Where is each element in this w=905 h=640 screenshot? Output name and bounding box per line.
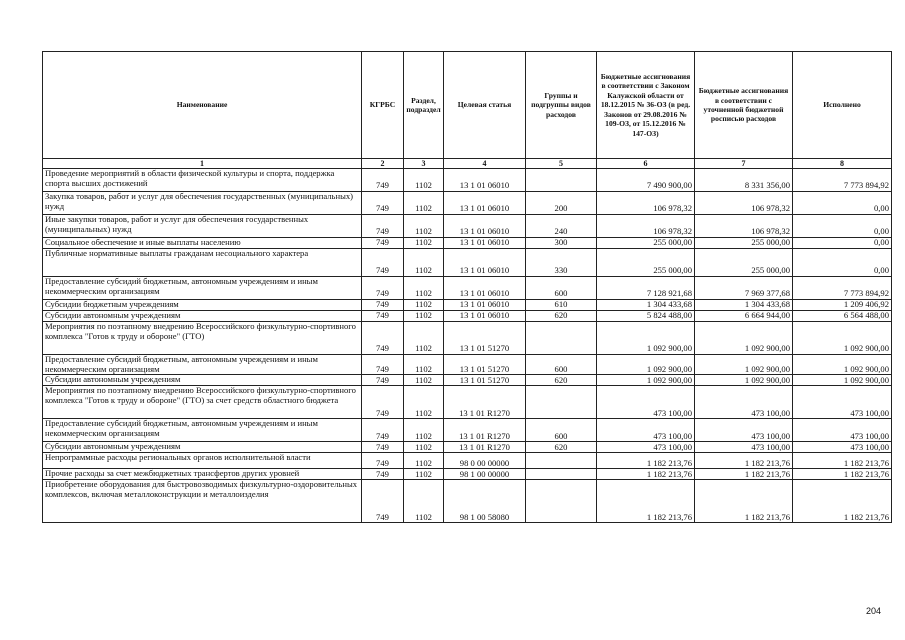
table-row: [43, 419, 892, 442]
row-target: 13 1 01 R1270: [444, 419, 526, 442]
row-section: 1102: [404, 277, 444, 300]
row-name: Предоставление субсидий бюджетным, автономным учреждениям и иным некоммерческим организациям: [43, 277, 362, 300]
row-target: 13 1 01 06010: [444, 277, 526, 300]
row-budget-law: 1 092 900,00: [597, 375, 695, 386]
row-name: Предоставление субсидий бюджетным, автономным учреждениям и иным некоммерческим организациям: [43, 419, 362, 442]
row-budget-schedule: 473 100,00: [695, 419, 793, 442]
row-group: 330: [526, 249, 597, 277]
row-section: 1102: [404, 386, 444, 419]
header-name: Наименование: [43, 52, 362, 159]
page-number: 204: [866, 606, 882, 616]
row-section: 1102: [404, 480, 444, 523]
table-row: [43, 249, 892, 277]
row-name: Мероприятия по поэтапному внедрению Всероссийского физкультурно-спортивного комплекса "Готов к труду и обороне" (ГТО) за счет средств областного бюджета: [43, 386, 362, 419]
row-name: Приобретение оборудования для быстровозводимых физкультурно-оздоровительных комплексов, включая металлоконструкции и металлоизделия: [43, 480, 362, 523]
table-row: [43, 238, 892, 249]
row-group: [526, 386, 597, 419]
row-budget-law: 106 978,32: [597, 192, 695, 215]
column-number: 8: [793, 159, 892, 169]
row-executed: 0,00: [793, 238, 892, 249]
table-body: [43, 169, 892, 523]
row-kgrbs: 749: [362, 192, 404, 215]
row-budget-schedule: 1 304 433,68: [695, 300, 793, 311]
row-section: 1102: [404, 453, 444, 469]
header-budget-schedule: Бюджетные ассигнования в соответствии с уточненной бюджетной росписью расходов: [695, 52, 793, 159]
header-budget-law: Бюджетные ассигнования в соответствии с Законом Калужской области от 18.12.2015 № 36-ОЗ (в ред. Законов от 29.08.2016 № 109-ОЗ, от 15.12.2016 № 147-ОЗ): [597, 52, 695, 159]
row-target: 13 1 01 51270: [444, 322, 526, 355]
row-budget-schedule: 1 092 900,00: [695, 322, 793, 355]
row-name: Субсидии автономным учреждениям: [43, 375, 362, 386]
row-section: 1102: [404, 419, 444, 442]
row-section: 1102: [404, 322, 444, 355]
header-section: Раздел, подраздел: [404, 52, 444, 159]
row-executed: 1 182 213,76: [793, 469, 892, 480]
row-group: [526, 453, 597, 469]
row-budget-law: 5 824 488,00: [597, 311, 695, 322]
row-name: Непрограммные расходы региональных органов исполнительной власти: [43, 453, 362, 469]
row-budget-law: 1 182 213,76: [597, 469, 695, 480]
row-group: 600: [526, 355, 597, 375]
table-row: [43, 375, 892, 386]
row-name: Социальное обеспечение и иные выплаты населению: [43, 238, 362, 249]
table-row: [43, 215, 892, 238]
row-name: Субсидии автономным учреждениям: [43, 311, 362, 322]
row-budget-schedule: 8 331 356,00: [695, 169, 793, 192]
row-target: 13 1 01 51270: [444, 355, 526, 375]
row-budget-law: 255 000,00: [597, 249, 695, 277]
header-kgrbs: КГРБС: [362, 52, 404, 159]
row-name: Субсидии бюджетным учреждениям: [43, 300, 362, 311]
row-budget-law: 106 978,32: [597, 215, 695, 238]
row-target: 13 1 01 06010: [444, 169, 526, 192]
row-group: [526, 322, 597, 355]
row-executed: 1 092 900,00: [793, 322, 892, 355]
row-name: Прочие расходы за счет межбюджетных трансфертов других уровней: [43, 469, 362, 480]
row-section: 1102: [404, 215, 444, 238]
row-section: 1102: [404, 300, 444, 311]
row-kgrbs: 749: [362, 480, 404, 523]
row-budget-schedule: 1 182 213,76: [695, 480, 793, 523]
row-executed: 7 773 894,92: [793, 277, 892, 300]
row-group: [526, 169, 597, 192]
row-section: 1102: [404, 375, 444, 386]
row-kgrbs: 749: [362, 322, 404, 355]
row-budget-law: 7 490 900,00: [597, 169, 695, 192]
row-group: 300: [526, 238, 597, 249]
row-target: 98 1 00 58080: [444, 480, 526, 523]
row-executed: 0,00: [793, 192, 892, 215]
budget-table: [42, 51, 892, 523]
row-budget-schedule: 106 978,32: [695, 215, 793, 238]
row-target: 13 1 01 06010: [444, 238, 526, 249]
row-budget-law: 1 182 213,76: [597, 480, 695, 523]
row-section: 1102: [404, 249, 444, 277]
row-kgrbs: 749: [362, 469, 404, 480]
row-group: 200: [526, 192, 597, 215]
table-row: [43, 300, 892, 311]
row-group: 600: [526, 419, 597, 442]
row-target: 98 1 00 00000: [444, 469, 526, 480]
row-group: 600: [526, 277, 597, 300]
row-budget-schedule: 255 000,00: [695, 249, 793, 277]
row-group: 620: [526, 375, 597, 386]
table-row: [43, 386, 892, 419]
header-groups: Группы и подгруппы видов расходов: [526, 52, 597, 159]
column-number-row: [43, 159, 892, 169]
row-kgrbs: 749: [362, 419, 404, 442]
row-executed: 0,00: [793, 249, 892, 277]
row-name: Субсидии автономным учреждениям: [43, 442, 362, 453]
row-executed: 1 092 900,00: [793, 355, 892, 375]
row-section: 1102: [404, 311, 444, 322]
row-budget-schedule: 1 182 213,76: [695, 469, 793, 480]
row-kgrbs: 749: [362, 453, 404, 469]
row-budget-law: 7 128 921,68: [597, 277, 695, 300]
row-budget-law: 1 092 900,00: [597, 322, 695, 355]
row-target: 98 0 00 00000: [444, 453, 526, 469]
row-kgrbs: 749: [362, 386, 404, 419]
row-kgrbs: 749: [362, 215, 404, 238]
column-number: 5: [526, 159, 597, 169]
header-row: [43, 52, 892, 159]
column-number: 3: [404, 159, 444, 169]
row-budget-schedule: 255 000,00: [695, 238, 793, 249]
row-budget-schedule: 1 092 900,00: [695, 355, 793, 375]
column-number: 4: [444, 159, 526, 169]
row-executed: 6 564 488,00: [793, 311, 892, 322]
row-target: 13 1 01 R1270: [444, 442, 526, 453]
row-kgrbs: 749: [362, 169, 404, 192]
row-budget-schedule: 7 969 377,68: [695, 277, 793, 300]
row-name: Иные закупки товаров, работ и услуг для обеспечения государственных (муниципальных) нужд: [43, 215, 362, 238]
row-budget-schedule: 6 664 944,00: [695, 311, 793, 322]
table-row: [43, 469, 892, 480]
table-row: [43, 277, 892, 300]
row-name: Закупка товаров, работ и услуг для обеспечения государственных (муниципальных) нужд: [43, 192, 362, 215]
row-name: Предоставление субсидий бюджетным, автономным учреждениям и иным некоммерческим организациям: [43, 355, 362, 375]
table-row: [43, 442, 892, 453]
header-executed: Исполнено: [793, 52, 892, 159]
table-row: [43, 311, 892, 322]
table-row: [43, 192, 892, 215]
row-budget-law: 473 100,00: [597, 442, 695, 453]
column-number: 2: [362, 159, 404, 169]
table-row: [43, 322, 892, 355]
row-executed: 473 100,00: [793, 442, 892, 453]
table-row: [43, 169, 892, 192]
row-group: 240: [526, 215, 597, 238]
row-executed: 7 773 894,92: [793, 169, 892, 192]
row-kgrbs: 749: [362, 375, 404, 386]
row-kgrbs: 749: [362, 277, 404, 300]
row-budget-schedule: 106 978,32: [695, 192, 793, 215]
row-section: 1102: [404, 355, 444, 375]
row-group: 620: [526, 311, 597, 322]
row-budget-law: 1 304 433,68: [597, 300, 695, 311]
row-group: [526, 480, 597, 523]
row-kgrbs: 749: [362, 300, 404, 311]
row-budget-law: 473 100,00: [597, 419, 695, 442]
table-row: [43, 453, 892, 469]
header-target: Целевая статья: [444, 52, 526, 159]
row-kgrbs: 749: [362, 355, 404, 375]
row-kgrbs: 749: [362, 238, 404, 249]
row-budget-schedule: 473 100,00: [695, 442, 793, 453]
row-budget-law: 1 092 900,00: [597, 355, 695, 375]
row-executed: 1 092 900,00: [793, 375, 892, 386]
row-executed: 0,00: [793, 215, 892, 238]
row-group: [526, 469, 597, 480]
row-target: 13 1 01 06010: [444, 192, 526, 215]
table-row: [43, 480, 892, 523]
row-executed: 473 100,00: [793, 419, 892, 442]
row-budget-schedule: 1 182 213,76: [695, 453, 793, 469]
row-kgrbs: 749: [362, 442, 404, 453]
row-name: Мероприятия по поэтапному внедрению Всероссийского физкультурно-спортивного комплекса "Готов к труду и обороне" (ГТО): [43, 322, 362, 355]
row-target: 13 1 01 06010: [444, 311, 526, 322]
row-section: 1102: [404, 442, 444, 453]
row-name: Проведение мероприятий в области физической культуры и спорта, поддержка спорта высших достижений: [43, 169, 362, 192]
row-executed: 1 182 213,76: [793, 453, 892, 469]
row-executed: 473 100,00: [793, 386, 892, 419]
row-section: 1102: [404, 469, 444, 480]
row-target: 13 1 01 06010: [444, 300, 526, 311]
row-target: 13 1 01 06010: [444, 215, 526, 238]
row-section: 1102: [404, 169, 444, 192]
row-section: 1102: [404, 238, 444, 249]
row-budget-law: 1 182 213,76: [597, 453, 695, 469]
row-budget-schedule: 1 092 900,00: [695, 375, 793, 386]
row-section: 1102: [404, 192, 444, 215]
column-number: 6: [597, 159, 695, 169]
row-target: 13 1 01 51270: [444, 375, 526, 386]
row-name: Публичные нормативные выплаты гражданам несоциального характера: [43, 249, 362, 277]
row-group: 610: [526, 300, 597, 311]
row-kgrbs: 749: [362, 311, 404, 322]
row-executed: 1 209 406,92: [793, 300, 892, 311]
column-number: 1: [43, 159, 362, 169]
row-budget-law: 473 100,00: [597, 386, 695, 419]
row-group: 620: [526, 442, 597, 453]
row-budget-schedule: 473 100,00: [695, 386, 793, 419]
row-budget-law: 255 000,00: [597, 238, 695, 249]
row-executed: 1 182 213,76: [793, 480, 892, 523]
row-kgrbs: 749: [362, 249, 404, 277]
row-target: 13 1 01 06010: [444, 249, 526, 277]
table-row: [43, 355, 892, 375]
row-target: 13 1 01 R1270: [444, 386, 526, 419]
column-number: 7: [695, 159, 793, 169]
